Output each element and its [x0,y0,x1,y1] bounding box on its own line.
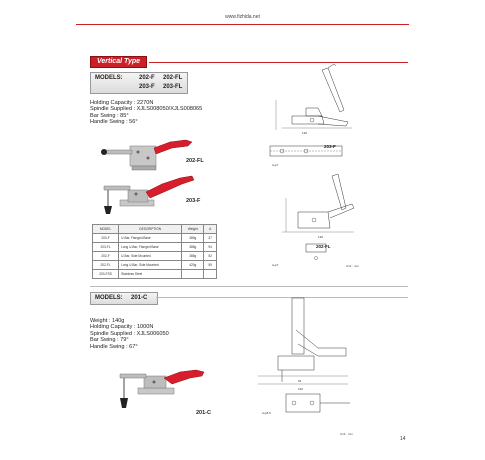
col-weight: Weight [182,225,204,234]
cell-weight: 385g [182,243,204,252]
cell-weight: 420g [182,261,204,270]
drawing-label-203-f: 203-F [324,144,336,149]
drawing-label-202-fl: 202-FL [316,244,331,249]
section-title: Vertical Type [90,56,147,68]
cell-a: 52 [204,252,217,261]
table-row [93,252,217,261]
cell-a: 59 [204,261,217,270]
site-url: www.fizhida.net [225,14,260,20]
cell-description: Stainless Steel [119,270,182,279]
table-header-row [93,225,217,234]
photo-label-201-c: 201-C [196,410,211,416]
spec-bar-swing: Bar Swing : 79° [90,337,129,344]
cell-weight: 385g [182,252,204,261]
cell-model: 202-F [93,252,119,261]
clamp-photo-203-f [96,172,200,222]
svg-text:4-φ5.5: 4-φ5.5 [262,411,271,415]
spec-handle-swing: Handle Swing : 56° [90,119,138,126]
cell-model: 203-F [93,234,119,243]
spec-list-201-c [90,318,240,350]
model-spec-table [92,224,217,279]
svg-text:4-φ7: 4-φ7 [272,263,279,267]
cell-model: 203-FSS [93,270,119,279]
spec-weight: Weight : 140g [90,318,125,324]
svg-text:62: 62 [298,379,302,383]
table-row [93,234,217,243]
photo-label-203-f: 203-F [186,198,201,204]
page-number: 14 [400,436,406,442]
spec-bar-swing: Bar Swing : 85° [90,112,129,119]
svg-text:192: 192 [298,387,304,391]
models-box [90,72,188,94]
spec-holding-capacity: Holding Capacity : 2270N [90,100,154,106]
section-divider [90,286,408,287]
svg-text:4-φ7: 4-φ7 [272,163,279,167]
svg-text:130: 130 [318,235,324,239]
model-202-fl: 202-FL [163,75,183,81]
top-rule [76,24,409,25]
cell-model: 202-FL [93,261,119,270]
table-row [93,261,217,270]
models-label: MODELS: [95,295,123,301]
model-202-f: 202-F [139,75,155,81]
cell-model: 203-FL [93,243,119,252]
cell-description: U-Bar, Flanged Base [119,234,182,243]
cell-a: 37 [204,234,217,243]
clamp-photo-201-c [110,362,210,418]
cell-weight [182,270,204,279]
unit-note-2: Unit : mm [340,432,353,436]
cell-weight: 380g [182,234,204,243]
technical-drawing-201-c [238,290,368,440]
table-row [93,243,217,252]
photo-label-202-fl: 202-FL [186,158,204,164]
unit-note-1: Unit : mm [346,264,359,268]
model-201-c: 201-C [131,295,148,301]
cell-description: U-Bar, Side Mounted [119,252,182,261]
technical-drawing-202-fl [262,168,372,278]
model-203-f: 203-F [139,84,155,90]
svg-text:130: 130 [302,131,308,135]
table-row [93,270,217,279]
models-box-201-c [90,292,158,305]
spec-list [90,100,240,126]
col-model: MODEL [93,225,119,234]
spec-holding-capacity: Holding Capacity : 1000N [90,324,154,331]
cell-description: Long U-Bar, Flanged Base [119,243,182,252]
col-description: DESCRIPTION [119,225,182,234]
col-a: A [204,225,217,234]
cell-a [204,270,217,279]
spec-handle-swing: Handle Swing : 67° [90,343,138,350]
models-label: MODELS: [95,75,123,81]
model-203-fl: 203-FL [163,84,183,90]
spec-spindle: Spindle Supplied : XJLS006050 [90,330,169,337]
cell-description: Long U-Bar, Side Mounted [119,261,182,270]
cell-a: 94 [204,243,217,252]
technical-drawing-203-f [262,60,372,180]
spec-spindle: Spindle Supplied : XJLS008050/XJLS008065 [90,106,203,113]
